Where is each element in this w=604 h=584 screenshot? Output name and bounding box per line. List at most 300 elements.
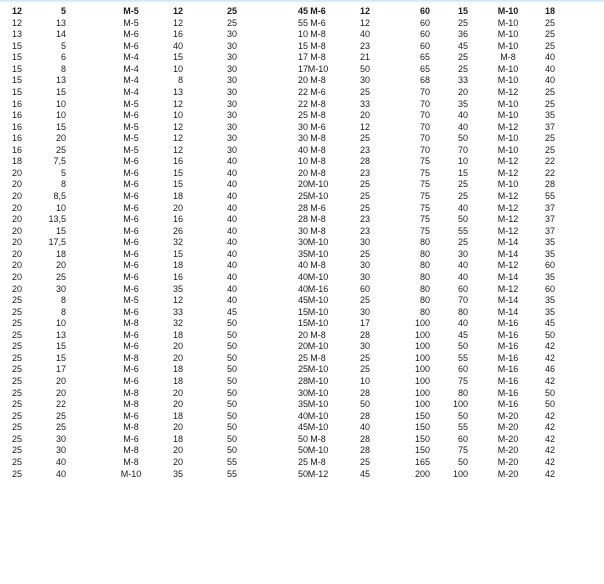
- table-cell-d-0: 25: [11, 468, 22, 479]
- table-cell-thread-2: M-20: [497, 445, 519, 456]
- table-row: [0, 469, 604, 481]
- table-cell-d-1: 50: [226, 329, 237, 340]
- table-cell-thread-2: M-12: [497, 202, 519, 213]
- table-cell-a-0: 30: [55, 445, 66, 456]
- table-cell-thread-2: M-10: [497, 98, 519, 109]
- table-cell-a-0: 10: [55, 202, 66, 213]
- table-cell-thread-1: M-8: [310, 433, 326, 444]
- table-cell-d-0: 25: [11, 329, 22, 340]
- table-cell-a-1: 40: [297, 283, 308, 294]
- table-cell-d-0: 15: [11, 75, 22, 86]
- table-cell-thread-2: M-10: [497, 133, 519, 144]
- table-cell-d-1: 55: [226, 456, 237, 467]
- table-cell-d-1: 50: [226, 376, 237, 386]
- table-cell-thread-0: M-8: [123, 318, 139, 329]
- table-cell-e-1: 25: [359, 352, 370, 363]
- table-cell-e-1: 25: [359, 456, 370, 467]
- table-cell-e-0: 18: [172, 376, 183, 386]
- table-cell-thread-2: M-20: [497, 422, 519, 433]
- table-cell-d-0: 20: [11, 283, 22, 294]
- table-cell-a-1: 22: [297, 98, 308, 109]
- table-cell-e-0: 18: [172, 433, 183, 444]
- table-cell-e-0: 26: [172, 225, 183, 236]
- table-cell-thread-0: M-10: [120, 468, 142, 479]
- table-cell-e-2: 37: [544, 121, 555, 132]
- table-cell-e-0: 10: [172, 63, 183, 74]
- table-cell-e-2: 42: [544, 422, 555, 433]
- table-cell-e-2: 25: [544, 133, 555, 144]
- table-cell-e-1: 50: [359, 399, 370, 410]
- table-cell-thread-2: M-10: [497, 40, 519, 51]
- table-cell-d-0: 20: [11, 179, 22, 190]
- table-cell-d-1: 40: [226, 225, 237, 236]
- table-cell-thread-2: M-16: [497, 399, 519, 410]
- table-cell-e-2: 42: [544, 341, 555, 352]
- table-row: [0, 422, 604, 434]
- table-cell-a-1: 50: [297, 468, 308, 479]
- table-cell-d-2: 100: [414, 318, 430, 329]
- table-cell-thread-2: M-12: [497, 121, 519, 132]
- table-cell-d-0: 25: [11, 445, 22, 456]
- table-cell-a-1: 28: [297, 202, 308, 213]
- table-cell-thread-1: M-8: [310, 98, 326, 109]
- table-cell-thread-2: M-12: [497, 225, 519, 236]
- table-cell-a-1: 17: [297, 52, 308, 63]
- table-cell-e-0: 16: [172, 214, 183, 225]
- table-row: [0, 18, 604, 30]
- table-cell-a-0: 25: [55, 271, 66, 282]
- table-cell-d-1: 40: [226, 214, 237, 225]
- table-cell-e-0: 18: [172, 191, 183, 201]
- table-cell-e-1: 20: [359, 110, 370, 121]
- table-cell-thread-0: M-6: [123, 156, 139, 167]
- table-cell-a-2: 50: [457, 341, 468, 352]
- table-cell-a-2: 100: [452, 468, 468, 479]
- table-cell-a-1: 25: [297, 352, 308, 363]
- table-cell-e-0: 18: [172, 260, 183, 271]
- table-cell-a-0: 25: [55, 410, 66, 421]
- table-cell-d-2: 75: [419, 214, 430, 225]
- table-cell-e-2: 35: [544, 271, 555, 282]
- table-cell-d-0: 25: [11, 318, 22, 329]
- table-cell-thread-2: M-12: [497, 167, 519, 178]
- table-cell-a-0: 5: [60, 40, 66, 51]
- table-cell-thread-2: M-20: [497, 456, 519, 467]
- table-cell-a-1: 28: [297, 376, 308, 386]
- table-cell-d-1: 30: [226, 98, 237, 109]
- table-cell-e-0: 16: [172, 29, 183, 40]
- table-cell-e-2: 37: [544, 225, 555, 236]
- table-cell-d-2: 70: [419, 121, 430, 132]
- table-cell-a-0: 13: [55, 75, 66, 86]
- table-cell-d-1: 50: [226, 387, 237, 398]
- table-cell-e-0: 12: [172, 17, 183, 28]
- table-cell-d-1: 50: [226, 364, 237, 375]
- table-cell-d-0: 25: [11, 306, 22, 317]
- table-cell-d-1: 30: [226, 52, 237, 63]
- table-cell-d-2: 75: [419, 202, 430, 213]
- table-cell-e-2: 60: [544, 260, 555, 271]
- table-cell-d-2: 70: [419, 133, 430, 144]
- table-cell-d-2: 150: [414, 433, 430, 444]
- table-cell-e-1: 45: [359, 468, 370, 479]
- table-cell-e-1: 30: [359, 341, 370, 352]
- table-cell-d-1: 40: [226, 248, 237, 259]
- table-cell-thread-0: M-6: [123, 260, 139, 271]
- table-cell-d-2: 75: [419, 156, 430, 167]
- table-cell-d-1: 40: [226, 156, 237, 167]
- table-cell-d-1: 30: [226, 121, 237, 132]
- table-cell-d-1: 50: [226, 445, 237, 456]
- table-cell-thread-2: M-10: [497, 6, 519, 16]
- table-cell-d-1: 30: [226, 110, 237, 121]
- table-cell-thread-1: M-10: [307, 318, 329, 329]
- table-cell-d-2: 165: [414, 456, 430, 467]
- table-cell-a-1: 17: [297, 63, 308, 74]
- table-cell-d-0: 20: [11, 260, 22, 271]
- table-cell-d-1: 40: [226, 271, 237, 282]
- table-cell-e-0: 20: [172, 445, 183, 456]
- table-cell-e-1: 50: [359, 63, 370, 74]
- table-cell-thread-0: M-6: [123, 202, 139, 213]
- table-cell-e-2: 40: [544, 75, 555, 86]
- table-cell-thread-1: M-6: [310, 86, 326, 97]
- table-cell-thread-0: M-6: [123, 341, 139, 352]
- table-cell-a-2: 75: [457, 445, 468, 456]
- table-cell-e-1: 23: [359, 225, 370, 236]
- table-cell-a-1: 55: [297, 17, 308, 28]
- table-cell-thread-0: M-6: [123, 329, 139, 340]
- table-cell-a-2: 15: [457, 167, 468, 178]
- table-row: [0, 156, 604, 168]
- table-cell-e-0: 20: [172, 387, 183, 398]
- table-cell-a-0: 22: [55, 399, 66, 410]
- table-cell-thread-2: M-10: [497, 179, 519, 190]
- table-cell-a-2: 20: [457, 86, 468, 97]
- table-cell-d-2: 65: [419, 52, 430, 63]
- table-cell-d-2: 70: [419, 86, 430, 97]
- table-cell-a-1: 10: [297, 156, 308, 167]
- table-cell-e-0: 20: [172, 352, 183, 363]
- table-cell-a-2: 15: [457, 6, 468, 16]
- table-cell-thread-0: M-6: [123, 271, 139, 282]
- table-cell-d-1: 25: [226, 17, 237, 28]
- table-cell-thread-0: M-4: [123, 52, 139, 63]
- table-row: [0, 457, 604, 469]
- table-cell-d-0: 16: [11, 121, 22, 132]
- table-cell-thread-0: M-6: [123, 179, 139, 190]
- table-cell-e-2: 40: [544, 63, 555, 74]
- table-cell-thread-1: M-10: [307, 191, 329, 201]
- table-cell-d-1: 45: [226, 306, 237, 317]
- table-cell-thread-1: M-8: [310, 75, 326, 86]
- table-cell-thread-0: M-8: [123, 352, 139, 363]
- table-cell-d-1: 40: [226, 167, 237, 178]
- table-cell-e-2: 25: [544, 29, 555, 40]
- table-cell-thread-2: M-10: [497, 29, 519, 40]
- table-cell-d-2: 100: [414, 387, 430, 398]
- table-cell-d-0: 25: [11, 364, 22, 375]
- table-cell-a-0: 15: [55, 121, 66, 132]
- table-cell-a-0: 10: [55, 98, 66, 109]
- table-cell-d-1: 30: [226, 75, 237, 86]
- table-cell-e-0: 18: [172, 329, 183, 340]
- table-cell-d-2: 100: [414, 352, 430, 363]
- table-cell-thread-0: M-6: [123, 364, 139, 375]
- table-cell-e-2: 25: [544, 86, 555, 97]
- table-cell-d-1: 40: [226, 260, 237, 271]
- table-cell-thread-0: M-5: [123, 295, 139, 306]
- table-cell-a-0: 13: [55, 17, 66, 28]
- table-cell-e-2: 37: [544, 214, 555, 225]
- table-cell-e-0: 15: [172, 248, 183, 259]
- table-cell-d-1: 30: [226, 40, 237, 51]
- table-cell-thread-0: M-4: [123, 75, 139, 86]
- table-cell-e-0: 13: [172, 86, 183, 97]
- table-row: [0, 214, 604, 226]
- table-cell-e-2: 50: [544, 329, 555, 340]
- table-cell-thread-0: M-6: [123, 248, 139, 259]
- table-cell-e-0: 15: [172, 167, 183, 178]
- table-cell-thread-0: M-6: [123, 376, 139, 386]
- table-cell-d-1: 55: [226, 468, 237, 479]
- table-cell-thread-1: M-10: [307, 410, 329, 421]
- table-cell-a-2: 55: [457, 225, 468, 236]
- table-cell-a-0: 8: [60, 295, 66, 306]
- table-cell-d-2: 75: [419, 191, 430, 201]
- table-cell-e-1: 25: [359, 133, 370, 144]
- table-cell-thread-0: M-6: [123, 225, 139, 236]
- table-cell-a-1: 45: [297, 422, 308, 433]
- table-cell-thread-2: M-12: [497, 260, 519, 271]
- table-row: [0, 41, 604, 53]
- table-cell-a-2: 45: [457, 329, 468, 340]
- table-cell-e-1: 28: [359, 410, 370, 421]
- table-cell-thread-2: M-10: [497, 75, 519, 86]
- table-cell-d-1: 50: [226, 422, 237, 433]
- table-cell-thread-2: M-10: [497, 144, 519, 155]
- table-row: [0, 295, 604, 307]
- table-cell-d-0: 18: [11, 156, 22, 167]
- table-cell-d-2: 60: [419, 17, 430, 28]
- table-cell-a-2: 40: [457, 121, 468, 132]
- table-cell-d-2: 100: [414, 376, 430, 386]
- table-row: [0, 364, 604, 376]
- table-cell-thread-1: M-10: [307, 179, 329, 190]
- table-cell-thread-1: M-8: [310, 329, 326, 340]
- table-cell-a-2: 10: [457, 156, 468, 167]
- table-cell-a-1: 10: [297, 29, 308, 40]
- table-cell-thread-0: M-6: [123, 214, 139, 225]
- table-cell-e-1: 25: [359, 248, 370, 259]
- table-cell-thread-2: M-8: [500, 52, 516, 63]
- table-cell-thread-1: M-8: [310, 225, 326, 236]
- table-cell-e-0: 8: [177, 75, 183, 86]
- table-cell-e-2: 42: [544, 445, 555, 456]
- table-cell-d-1: 30: [226, 29, 237, 40]
- table-cell-a-0: 20: [55, 133, 66, 144]
- table-cell-a-0: 8: [60, 306, 66, 317]
- table-cell-e-2: 50: [544, 399, 555, 410]
- table-cell-e-0: 18: [172, 364, 183, 375]
- table-cell-a-2: 70: [457, 144, 468, 155]
- table-row: [0, 99, 604, 111]
- table-cell-a-2: 60: [457, 433, 468, 444]
- table-cell-a-1: 15: [297, 306, 308, 317]
- table-cell-thread-0: M-8: [123, 387, 139, 398]
- table-cell-e-0: 12: [172, 133, 183, 144]
- table-cell-e-0: 12: [172, 6, 183, 16]
- table-cell-a-1: 45: [297, 295, 308, 306]
- table-cell-e-2: 40: [544, 52, 555, 63]
- table-cell-d-0: 25: [11, 399, 22, 410]
- table-cell-e-1: 12: [359, 121, 370, 132]
- table-cell-a-0: 30: [55, 433, 66, 444]
- table-cell-a-1: 22: [297, 86, 308, 97]
- table-cell-thread-2: M-20: [497, 410, 519, 421]
- table-cell-e-0: 20: [172, 202, 183, 213]
- table-row: [0, 168, 604, 180]
- table-cell-d-2: 70: [419, 110, 430, 121]
- table-row: [0, 341, 604, 353]
- table-cell-thread-2: M-14: [497, 248, 519, 259]
- table-cell-a-2: 25: [457, 52, 468, 63]
- table-cell-thread-2: M-14: [497, 271, 519, 282]
- table-cell-a-0: 8: [60, 179, 66, 190]
- table-cell-e-1: 33: [359, 98, 370, 109]
- table-cell-d-0: 16: [11, 98, 22, 109]
- table-cell-e-2: 42: [544, 352, 555, 363]
- table-cell-d-1: 40: [226, 295, 237, 306]
- table-cell-e-2: 18: [544, 6, 555, 16]
- table-cell-a-2: 33: [457, 75, 468, 86]
- table-cell-d-1: 50: [226, 399, 237, 410]
- table-cell-thread-1: M-6: [310, 6, 326, 16]
- table-cell-a-2: 36: [457, 29, 468, 40]
- table-cell-thread-1: M-6: [310, 17, 326, 28]
- table-row: [0, 388, 604, 400]
- table-cell-a-2: 100: [452, 399, 468, 410]
- table-cell-e-2: 50: [544, 387, 555, 398]
- table-row: [0, 434, 604, 446]
- table-cell-d-2: 75: [419, 167, 430, 178]
- table-cell-a-2: 40: [457, 271, 468, 282]
- table-cell-thread-2: M-12: [497, 214, 519, 225]
- table-row: [0, 191, 604, 203]
- table-cell-a-2: 25: [457, 179, 468, 190]
- table-cell-d-0: 25: [11, 387, 22, 398]
- table-cell-thread-0: M-5: [123, 144, 139, 155]
- table-cell-d-0: 16: [11, 133, 22, 144]
- table-cell-thread-0: M-5: [123, 121, 139, 132]
- table-cell-d-1: 30: [226, 86, 237, 97]
- table-row: [0, 87, 604, 99]
- table-cell-a-1: 20: [297, 167, 308, 178]
- table-cell-d-0: 20: [11, 202, 22, 213]
- table-cell-thread-0: M-4: [123, 63, 139, 74]
- table-cell-d-0: 12: [11, 17, 22, 28]
- table-cell-thread-0: M-6: [123, 191, 139, 201]
- table-cell-e-2: 35: [544, 306, 555, 317]
- table-cell-d-0: 20: [11, 214, 22, 225]
- table-cell-e-1: 17: [359, 318, 370, 329]
- table-cell-d-0: 25: [11, 341, 22, 352]
- table-cell-a-1: 20: [297, 341, 308, 352]
- table-cell-a-1: 20: [297, 179, 308, 190]
- table-cell-a-2: 55: [457, 352, 468, 363]
- table-cell-thread-2: M-10: [497, 63, 519, 74]
- table-cell-a-0: 10: [55, 110, 66, 121]
- table-row: [0, 75, 604, 87]
- table-cell-a-1: 45: [297, 6, 308, 16]
- table-cell-d-1: 40: [226, 237, 237, 248]
- table-cell-a-0: 10: [55, 318, 66, 329]
- table-cell-thread-1: M-10: [307, 248, 329, 259]
- table-row: [0, 52, 604, 64]
- table-cell-a-2: 40: [457, 260, 468, 271]
- table-cell-a-0: 15: [55, 341, 66, 352]
- table-cell-thread-1: M-8: [310, 110, 326, 121]
- table-cell-e-0: 16: [172, 271, 183, 282]
- table-cell-a-2: 60: [457, 364, 468, 375]
- table-cell-thread-2: M-16: [497, 364, 519, 375]
- table-cell-d-1: 50: [226, 318, 237, 329]
- table-cell-a-1: 30: [297, 225, 308, 236]
- table-cell-e-2: 25: [544, 98, 555, 109]
- table-cell-thread-1: M-8: [310, 52, 326, 63]
- table-cell-a-0: 17,5: [48, 237, 66, 248]
- table-cell-e-2: 25: [544, 17, 555, 28]
- table-cell-e-0: 20: [172, 399, 183, 410]
- table-cell-thread-1: M-10: [307, 295, 329, 306]
- table-cell-a-0: 40: [55, 456, 66, 467]
- table-cell-e-2: 42: [544, 468, 555, 479]
- table-cell-a-1: 15: [297, 318, 308, 329]
- table-cell-e-1: 28: [359, 387, 370, 398]
- table-cell-d-2: 80: [419, 306, 430, 317]
- table-cell-e-1: 25: [359, 179, 370, 190]
- table-cell-thread-2: M-14: [497, 237, 519, 248]
- table-cell-e-2: 35: [544, 248, 555, 259]
- table-cell-d-1: 50: [226, 352, 237, 363]
- table-row: [0, 226, 604, 238]
- table-cell-e-2: 28: [544, 179, 555, 190]
- table-cell-d-2: 70: [419, 144, 430, 155]
- table-cell-a-1: 25: [297, 110, 308, 121]
- table-cell-a-0: 8,5: [53, 191, 66, 201]
- table-cell-a-0: 40: [55, 468, 66, 479]
- table-cell-e-0: 35: [172, 283, 183, 294]
- table-cell-thread-1: M-6: [310, 202, 326, 213]
- table-cell-thread-0: M-5: [123, 6, 139, 16]
- table-cell-e-1: 25: [359, 86, 370, 97]
- table-cell-a-1: 40: [297, 144, 308, 155]
- table-cell-a-1: 25: [297, 456, 308, 467]
- table-cell-e-1: 40: [359, 29, 370, 40]
- table-cell-thread-0: M-5: [123, 133, 139, 144]
- table-cell-thread-0: M-5: [123, 98, 139, 109]
- table-cell-d-2: 100: [414, 364, 430, 375]
- table-cell-e-0: 18: [172, 410, 183, 421]
- table-cell-e-1: 28: [359, 329, 370, 340]
- table-cell-e-1: 10: [359, 376, 370, 386]
- table-cell-e-1: 25: [359, 202, 370, 213]
- table-cell-thread-1: M-8: [310, 456, 326, 467]
- table-cell-thread-1: M-8: [310, 156, 326, 167]
- table-cell-thread-1: M-10: [307, 63, 329, 74]
- table-row: [0, 64, 604, 76]
- table-cell-thread-1: M-10: [307, 445, 329, 456]
